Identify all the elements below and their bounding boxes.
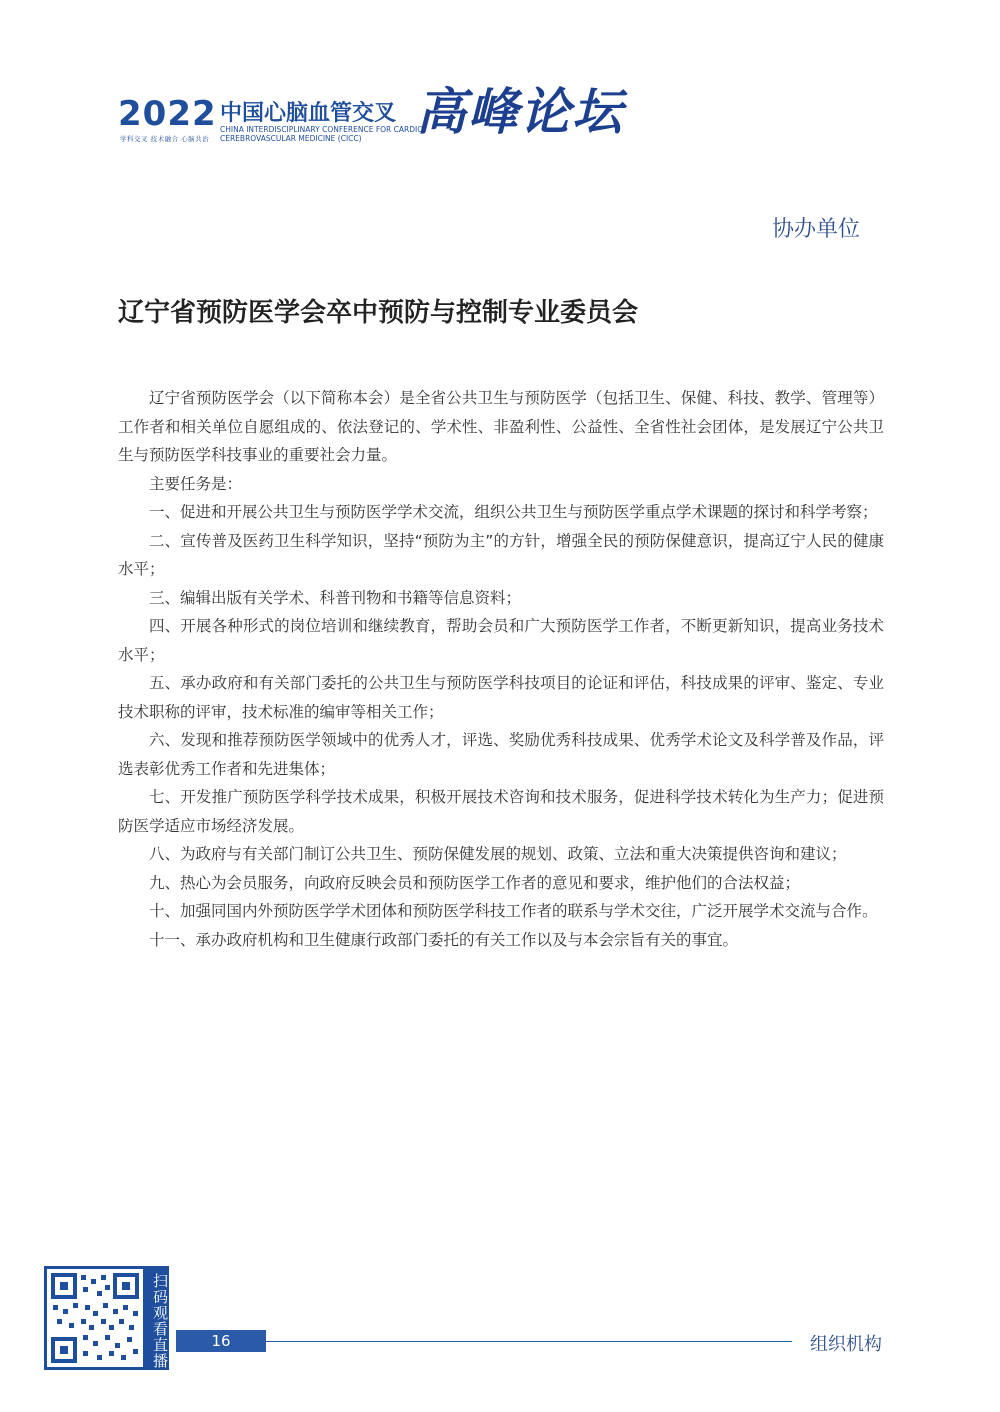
paragraph: 十、加强同国内外预防医学学术团体和预防医学科技工作者的联系与学术交往，广泛开展学术交流与合作。	[149, 902, 878, 920]
paragraph: 十一、承办政府机构和卫生健康行政部门委托的有关工作以及与本会宗旨有关的事宜。	[149, 930, 739, 949]
footer-divider	[266, 1341, 792, 1342]
page-number: 16	[176, 1330, 266, 1352]
paragraph: 八、为政府与有关部门制订公共卫生、预防保健发展的规划、政策、立法和重大决策提供咨询和建议；	[149, 845, 847, 863]
paragraph: 一、促进和开展公共卫生与预防医学学术交流，组织公共卫生与预防医学重点学术课题的探讨和科学考察；	[149, 503, 878, 521]
logo-title-en: CHINA INTERDISCIPLINARY CONFERENCE FOR CARDIO-CEREBROVASCULAR MEDICINE (CICC)	[220, 125, 427, 143]
paragraph: 六、发现和推荐预防医学领域中的优秀人才，评选、奖励优秀科技成果、优秀学术论文及科学普及作品，评选表彰优秀工作者和先进集体；	[118, 731, 884, 778]
page-title: 辽宁省预防医学会卒中预防与控制专业委员会	[118, 298, 639, 328]
logo-year: 2022	[118, 94, 217, 134]
paragraph: 七、开发推广预防医学科学技术成果，积极开展技术咨询和技术服务，促进科学技术转化为生产力；促进预防医学适应市场经济发展。	[118, 788, 884, 835]
paragraph: 五、承办政府和有关部门委托的公共卫生与预防医学科技项目的论证和评估，科技成果的评审、鉴定、专业技术职称的评审，技术标准的编审等相关工作；	[118, 674, 884, 721]
body-text	[118, 384, 884, 954]
qr-label: 扫码观看直播	[146, 1266, 169, 1370]
qr-code[interactable]	[44, 1266, 146, 1370]
section-label: 协办单位	[771, 217, 860, 242]
paragraph: 三、编辑出版有关学术、科普刊物和书籍等信息资料；	[149, 588, 522, 607]
logo-title-cn: 中国心脑血管交叉	[220, 101, 397, 126]
logo-tagline: 学科交叉 技术融合 心脑共治	[120, 135, 210, 143]
paragraph: 九、热心为会员服务，向政府反映会员和预防医学工作者的意见和要求，维护他们的合法权益；	[149, 873, 801, 892]
conference-logo	[118, 72, 638, 172]
paragraph: 二、宣传普及医药卫生科学知识，坚持“预防为主”的方针，增强全民的预防保健意识，提高辽宁人民的健康水平；	[118, 531, 884, 578]
footer-section-label: 组织机构	[810, 1334, 882, 1355]
qr-code-icon	[47, 1269, 143, 1367]
paragraph: 主要任务是：	[149, 474, 243, 493]
logo-calligraphy: 高峰论坛	[416, 82, 624, 141]
paragraph: 四、开展各种形式的岗位培训和继续教育，帮助会员和广大预防医学工作者，不断更新知识，提高业务技术水平；	[118, 617, 884, 664]
paragraph: 辽宁省预防医学会（以下简称本会）是全省公共卫生与预防医学（包括卫生、保健、科技、教学、管理等）工作者和相关单位自愿组成的、依法登记的、学术性、非盈利性、公益性、全省性社会团体，是发展辽宁公共卫生与预防医学科技事业的重要社会力量。	[118, 389, 884, 464]
